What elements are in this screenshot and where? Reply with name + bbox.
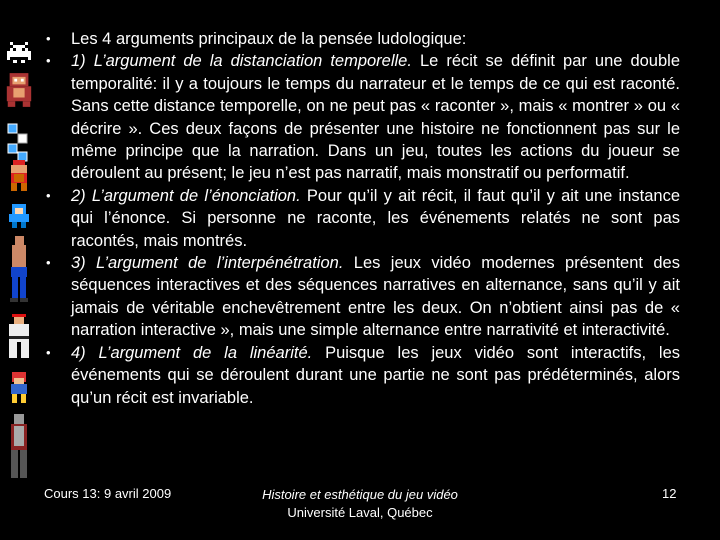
footer-course-title: Histoire et esthétique du jeu vidéo: [262, 487, 458, 502]
list-item-text: 1) L’argument de la distanciation temporelle. Le récit se définit par une double temporalité: il y a toujours le temps du narrateur et le temps de ce qui est raconté. Sans cette distance temporelle, on ne peut pas « raconter », mais « montrer » ou « décrire ». Ces deux façons de présenter une histoire ne fonctionnent pas sur le même principe que la narration. Dans un jeu, toutes les actions du joueur se déroulent au présent; le jeu n’est pas narratif, mais monstratif ou performatif.: [71, 52, 680, 183]
list-item: [40, 28, 680, 50]
chrono-icon: [4, 370, 34, 406]
bullet-list: [40, 28, 680, 409]
footer-institution: Université Laval, Québec: [287, 505, 433, 520]
list-item-text: 2) L’argument de l’énonciation. Pour qu’il y ait récit, il faut qu’il y ait une instance qui l’énonce. Si personne ne raconte, les événements relatés ne sont pas racontés, mais montrés.: [71, 186, 680, 250]
list-item: [40, 50, 680, 184]
list-item: [40, 185, 680, 252]
mario-icon: [4, 158, 34, 194]
list-item-text: Les 4 arguments principaux de la pensée ludologique:: [71, 30, 467, 48]
donkey-kong-icon: [4, 70, 34, 110]
sprite-column: [0, 0, 40, 540]
footer-date: Cours 13: 9 avril 2009: [44, 486, 172, 501]
fighter-blue-icon: [4, 234, 34, 304]
footer-course: [200, 486, 520, 522]
tetris-block-icon: [4, 122, 34, 162]
bullet-dot: •: [46, 53, 51, 69]
slide-footer: [0, 480, 720, 540]
mega-man-icon: [4, 202, 34, 230]
knight-icon: [4, 412, 34, 482]
ryu-icon: [4, 312, 34, 362]
space-invader-icon: [4, 40, 34, 66]
list-item-text: 3) L’argument de l’interpénétration. Les jeux vidéo modernes présentent des séquences interactives et des séquences narratives en alternance, sans qu’il y ait jamais de véritable enchevêtrement entre les deux. On n’obtient ainsi pas de « narration interactive », mais une simple alternance entre narrativité et interactivité.: [71, 254, 680, 340]
bullet-dot: •: [46, 344, 51, 360]
list-item: [40, 342, 680, 409]
list-item: [40, 252, 680, 342]
bullet-dot: •: [46, 31, 51, 46]
list-item-text: 4) L’argument de la linéarité. Puisque les jeux vidéo sont interactifs, les événements qui se déroulent durant une partie ne sont pas prédéterminés, alors qu’un récit est invariable.: [71, 343, 680, 407]
bullet-dot: •: [46, 255, 51, 271]
bullet-dot: •: [46, 187, 51, 203]
page-number: 12: [662, 486, 677, 501]
